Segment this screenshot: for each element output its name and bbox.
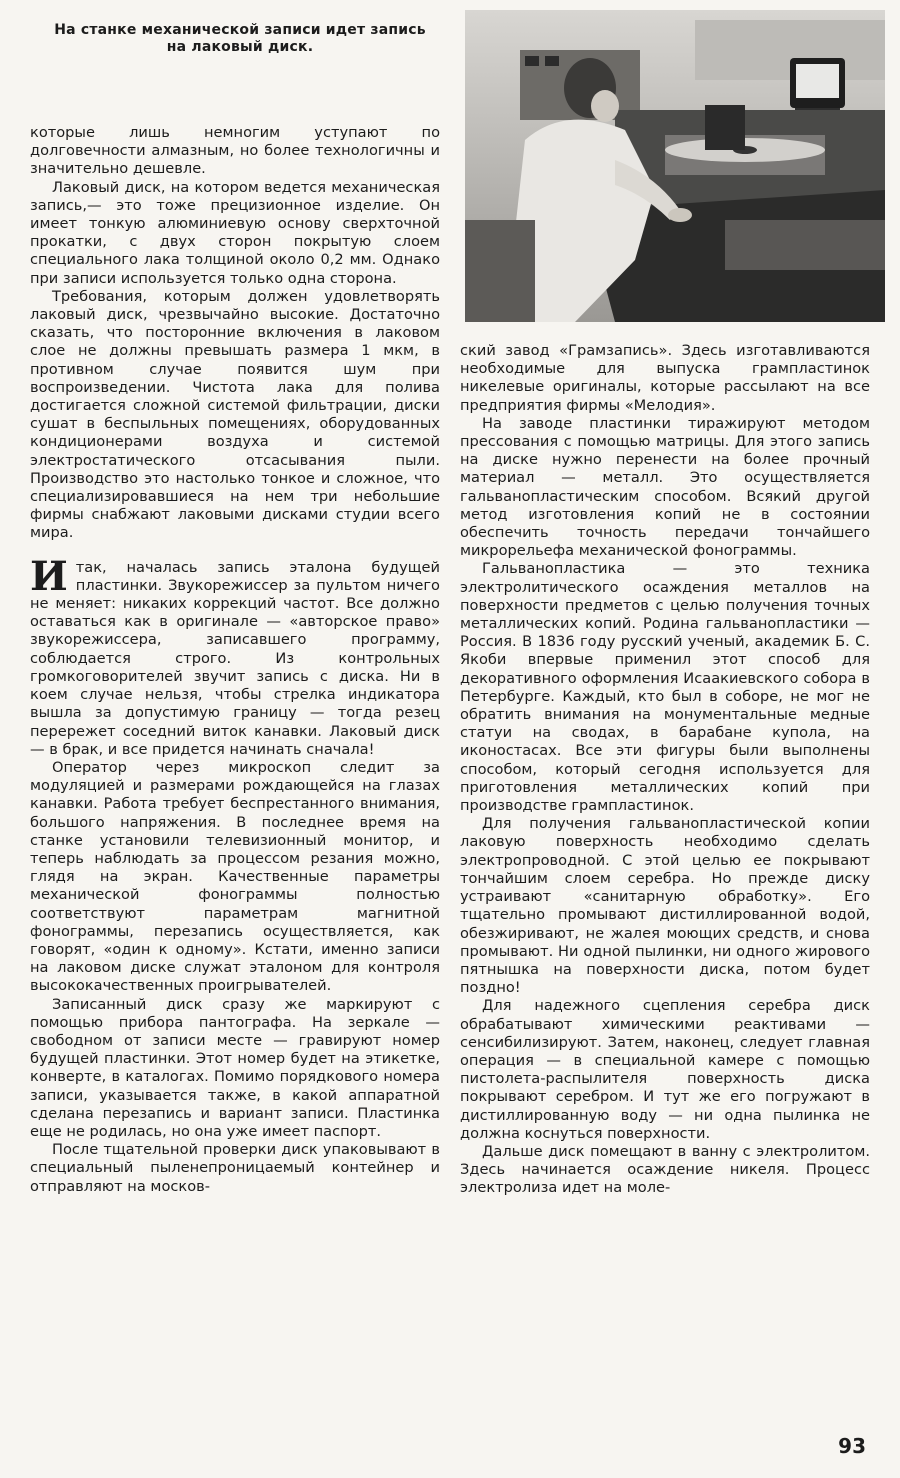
photo-illustration [465,10,885,322]
photo-caption [30,22,450,56]
paragraph: Оператор через микроскоп следит за модуляцией и размерами рождающейся на глазах канавки. Работа требует беспрестанного внимания, большого напряжения. В последнее время на станке установили телевизионный монитор, и теперь наблюдать за процессом резания можно, глядя на экран. Качественные параметры механической фонограммы полностью соответствуют параметрам магнитной фонограммы, перезапись осуществляется, как говорят, «один к одному». Кстати, именно записи на лаковом диске служат эталоном для контроля высококачественных проигрывателей. [30,758,440,995]
caption-line-1: На станке механической записи идет запись [54,22,426,38]
caption-line-2: на лаковый диск. [166,39,314,55]
left-column [30,124,440,1196]
paragraph: ский завод «Грамзапись». Здесь изготавливаются необходимые для выпуска грампластинок никелевые оригиналы, которые рассылают на все предприятия фирмы «Мелодия». [460,342,870,414]
paragraph: Для надежного сцепления серебра диск обрабатывают химическими реактивами — сенсибилизируют. Затем, наконец, следует главная операция — в специальной камере с помощью пистолета-распылителя поверхность диска покрывают серебром. И тут же его погружают в дистиллированную воду — ни одна пылинка не должна коснуться поверхности. [460,997,870,1142]
paragraph: На заводе пластинки тиражируют методом прессования с помощью матрицы. Для этого запись на диске нужно перенести на более прочный материал — металл. Это осуществляется гальванопластическим способом. Всякий другой метод изготовления копий не в состоянии обеспечить точность передачи тончайшего микрорельефа механической фонограммы. [460,414,870,560]
paragraph: Гальванопластика — это техника электролитического осаждения металлов на поверхности предметов с целью получения точных металлических копий. Родина гальванопластики — Россия. В 1836 году русский ученый, академик Б. С. Якоби впервые применил этот способ для декоративного оформления Исаакиевского собора в Петербурге. Каждый, кто был в соборе, не мог не обратить внимания на монументальные медные статуи на сводах, в барабане купола, на иконостасах. Все эти фигуры были выполнены способом, который сегодня используется для приготовления металлических копий при производстве грампластинок. [460,560,870,815]
paragraph: которые лишь немногим уступают по долговечности алмазным, но более технологичны и значительно дешевле. [30,124,440,178]
photo-recording-lathe [465,10,885,322]
paragraph: Для получения гальванопластической копии лаковую поверхность необходимо сделать электропроводной. С этой целью ее покрывают тончайшим слоем серебра. Но прежде диску устраивают «санитарную обработку». Его тщательно промывают дистиллированной водой, обезжиривают, не жалея моющих средств, и снова промывают. Ни одной пылинки, ни одного жирового пятнышка на поверхности диска, потом будет поздно! [460,815,870,997]
paragraph: Записанный диск сразу же маркируют с помощью прибора пантографа. На зеркале — свободном от записи месте — гравируют номер будущей пластинки. Этот номер будет на этикетке, конверте, в каталогах. Помимо порядкового номера записи, указывается также, в какой аппаратной сделана перезапись и вариант записи. Пластинка еще не родилась, но она уже имеет паспорт. [30,995,440,1140]
right-column [460,342,870,1198]
drop-cap-letter: И [30,552,68,600]
page-number: 93 [838,1434,866,1458]
paragraph: Дальше диск помещают в ванну с электролитом. Здесь начинается осаждение никеля. Процесс электролиза идет на моле- [460,1142,870,1197]
paragraph: Требования, которым должен удовлетворять лаковый диск, чрезвычайно высокие. Достаточно сказать, что посторонние включения в лаковом слое не должны превышать размера 1 мкм, в противном случае появится шум при воспроизведении. Чистота лака для полива достигается сложной системой фильтрации, диски сушат в беспыльных помещениях, оборудованных кондиционерами воздуха и системой электростатического отсасывания пыли. Производство это настолько тонкое и сложное, что специализировавшиеся на нем три небольшие фирмы снабжают лаковыми дисками студии всего мира. [30,287,440,542]
paragraph: Лаковый диск, на котором ведется механическая запись,— это тоже прецизионное изделие. Он имеет тонкую алюминиевую основу сверхточной прокатки, с двух сторон покрытую слоем специального лака толщиной около 0,2 мм. Однако при записи используется только одна сторона. [30,178,440,287]
paragraph-text: так, началась запись эталона будущей пластинки. Звукорежиссер за пультом ничего не меняет: никаких коррекций частот. Все должно оставаться как в оригинале — «авторское право» звукорежиссера, записавшего программу, соблюдается строго. Из контрольных громкоговорителей звучит запись с диска. Ни в коем случае нельзя, чтобы стрелка индикатора вышла за допустимую границу — тогда резец перережет соседний виток канавки. Лаковый диск — в брак, и все придется начинать сначала! [30,558,440,758]
paragraph: После тщательной проверки диск упаковывают в специальный пыленепроницаемый контейнер и отправляют на москов- [30,1141,440,1195]
paragraph-dropcap [30,552,440,759]
